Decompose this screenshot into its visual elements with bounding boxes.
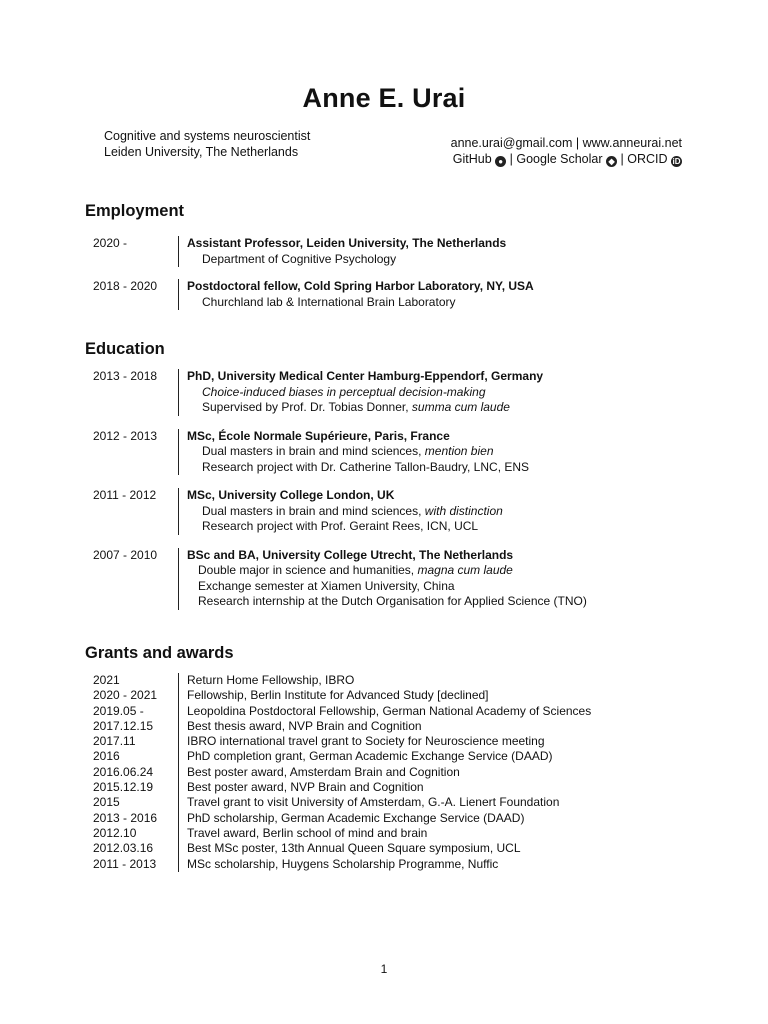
grant-text: Best thesis award, NVP Brain and Cognition [178, 719, 422, 734]
entry-date: 2012 - 2013 [93, 428, 158, 443]
entry-title: MSc, École Normale Supérieure, Paris, France [187, 428, 450, 443]
github-icon: ● [495, 156, 506, 167]
grant-date: 2012.10 [93, 825, 137, 840]
affiliation-text: Leiden University, The Netherlands [104, 145, 299, 159]
grant-date: 2016.06.24 [93, 764, 154, 779]
employment-list [93, 236, 693, 310]
education-heading: Education [85, 340, 165, 358]
entry-title: Assistant Professor, Leiden University, The Netherlands [187, 236, 507, 250]
grant-date: 2015.12.19 [93, 780, 154, 795]
entry-date: 2011 - 2012 [93, 488, 157, 502]
employment-entry [93, 236, 693, 267]
role-text: Cognitive and systems neuroscientist [104, 129, 311, 143]
list-item [93, 826, 591, 841]
grant-text: Best poster award, Amsterdam Brain and Cognition [178, 765, 460, 780]
grant-text: Return Home Fellowship, IBRO [178, 673, 354, 688]
separator: | [575, 136, 580, 150]
entry-detail: Supervised by Prof. Dr. Tobias Donner, summa cum laude [202, 400, 510, 414]
grant-date: 2019.05 - [93, 703, 144, 718]
list-item [93, 795, 591, 810]
separator: | [620, 152, 624, 166]
grant-text: Leopoldina Postdoctoral Fellowship, German National Academy of Sciences [178, 704, 591, 719]
entry-detail: Department of Cognitive Psychology [202, 251, 397, 266]
contact-left [104, 128, 310, 160]
orcid-link[interactable] [627, 152, 682, 166]
website-link[interactable]: www.anneurai.net [582, 136, 682, 150]
list-item [93, 841, 591, 856]
grant-date: 2011 - 2013 [93, 856, 157, 871]
entry-detail: Research project with Dr. Catherine Tallon-Baudry, LNC, ENS [202, 459, 530, 474]
employment-entry [93, 279, 693, 310]
grant-date: 2015 [93, 795, 120, 810]
education-entry [93, 488, 693, 535]
entry-detail: Double major in science and humanities, magna cum laude [198, 563, 513, 577]
scholar-link[interactable] [516, 152, 617, 166]
education-entry [93, 369, 693, 416]
list-item [93, 673, 591, 688]
grant-date: 2012.03.16 [93, 841, 154, 856]
grant-text: PhD scholarship, German Academic Exchange Service (DAAD) [178, 811, 524, 826]
grant-date: 2021 [93, 673, 120, 687]
page-number: 1 [380, 962, 388, 976]
entry-date: 2020 - [93, 236, 128, 250]
grant-text: PhD completion grant, German Academic Exchange Service (DAAD) [178, 749, 553, 764]
entry-title: Postdoctoral fellow, Cold Spring Harbor Laboratory, NY, USA [187, 279, 534, 293]
grant-text: Fellowship, Berlin Institute for Advanced Study [declined] [178, 688, 489, 703]
orcid-label: ORCID [627, 152, 668, 166]
entry-date: 2018 - 2020 [93, 279, 158, 293]
grant-text: IBRO international travel grant to Society for Neuroscience meeting [178, 734, 545, 749]
thesis-title: Choice-induced biases in perceptual decision-making [202, 384, 486, 399]
grant-date: 2017.11 [93, 734, 136, 749]
email-link[interactable]: anne.urai@gmail.com [450, 136, 573, 150]
list-item [93, 857, 591, 872]
grant-date: 2016 [93, 749, 120, 764]
education-entry [93, 429, 693, 476]
education-list [93, 369, 693, 610]
grant-text: Best poster award, NVP Brain and Cognition [178, 780, 424, 795]
github-label: GitHub [452, 152, 492, 166]
grant-date: 2013 - 2016 [93, 810, 158, 825]
grant-date: 2017.12.15 [93, 718, 154, 733]
scholar-label: Google Scholar [516, 152, 603, 166]
entry-detail: Research internship at the Dutch Organisation for Applied Science (TNO) [198, 594, 587, 608]
education-entry [93, 548, 693, 610]
entry-detail: Research project with Prof. Geraint Rees, ICN, UCL [202, 519, 479, 533]
list-item [93, 719, 591, 734]
grant-date: 2020 - 2021 [93, 688, 158, 703]
grants-heading: Grants and awards [85, 644, 234, 662]
grant-text: Travel award, Berlin school of mind and brain [178, 826, 427, 841]
list-item [93, 765, 591, 780]
cv-name: Anne E. Urai [302, 83, 466, 113]
entry-date: 2013 - 2018 [93, 369, 158, 383]
github-link[interactable] [453, 152, 506, 166]
grant-text: Travel grant to visit University of Amsterdam, G.-A. Lienert Foundation [178, 795, 559, 810]
grant-text: Best MSc poster, 13th Annual Queen Square symposium, UCL [178, 841, 521, 856]
entry-title: BSc and BA, University College Utrecht, The Netherlands [187, 547, 514, 562]
orcid-icon: iD [672, 157, 681, 166]
list-item [93, 734, 591, 749]
list-item [93, 780, 591, 795]
entry-date: 2007 - 2010 [93, 547, 158, 562]
grants-list [93, 673, 591, 872]
google-scholar-icon: ◆ [606, 156, 617, 167]
entry-title: MSc, University College London, UK [187, 488, 395, 502]
list-item [93, 704, 591, 719]
contact-right [451, 135, 682, 167]
entry-detail: Exchange semester at Xiamen University, China [198, 578, 455, 593]
entry-detail: Dual masters in brain and mind sciences, with distinction [202, 503, 503, 518]
list-item [93, 688, 591, 703]
entry-detail: Churchland lab & International Brain Laboratory [202, 294, 456, 309]
entry-detail: Dual masters in brain and mind sciences, mention bien [202, 444, 494, 458]
entry-title: PhD, University Medical Center Hamburg-Eppendorf, Germany [187, 369, 544, 383]
list-item [93, 749, 591, 764]
list-item [93, 811, 591, 826]
separator: | [509, 152, 513, 166]
grant-text: MSc scholarship, Huygens Scholarship Programme, Nuffic [178, 857, 498, 872]
employment-heading: Employment [85, 202, 185, 220]
